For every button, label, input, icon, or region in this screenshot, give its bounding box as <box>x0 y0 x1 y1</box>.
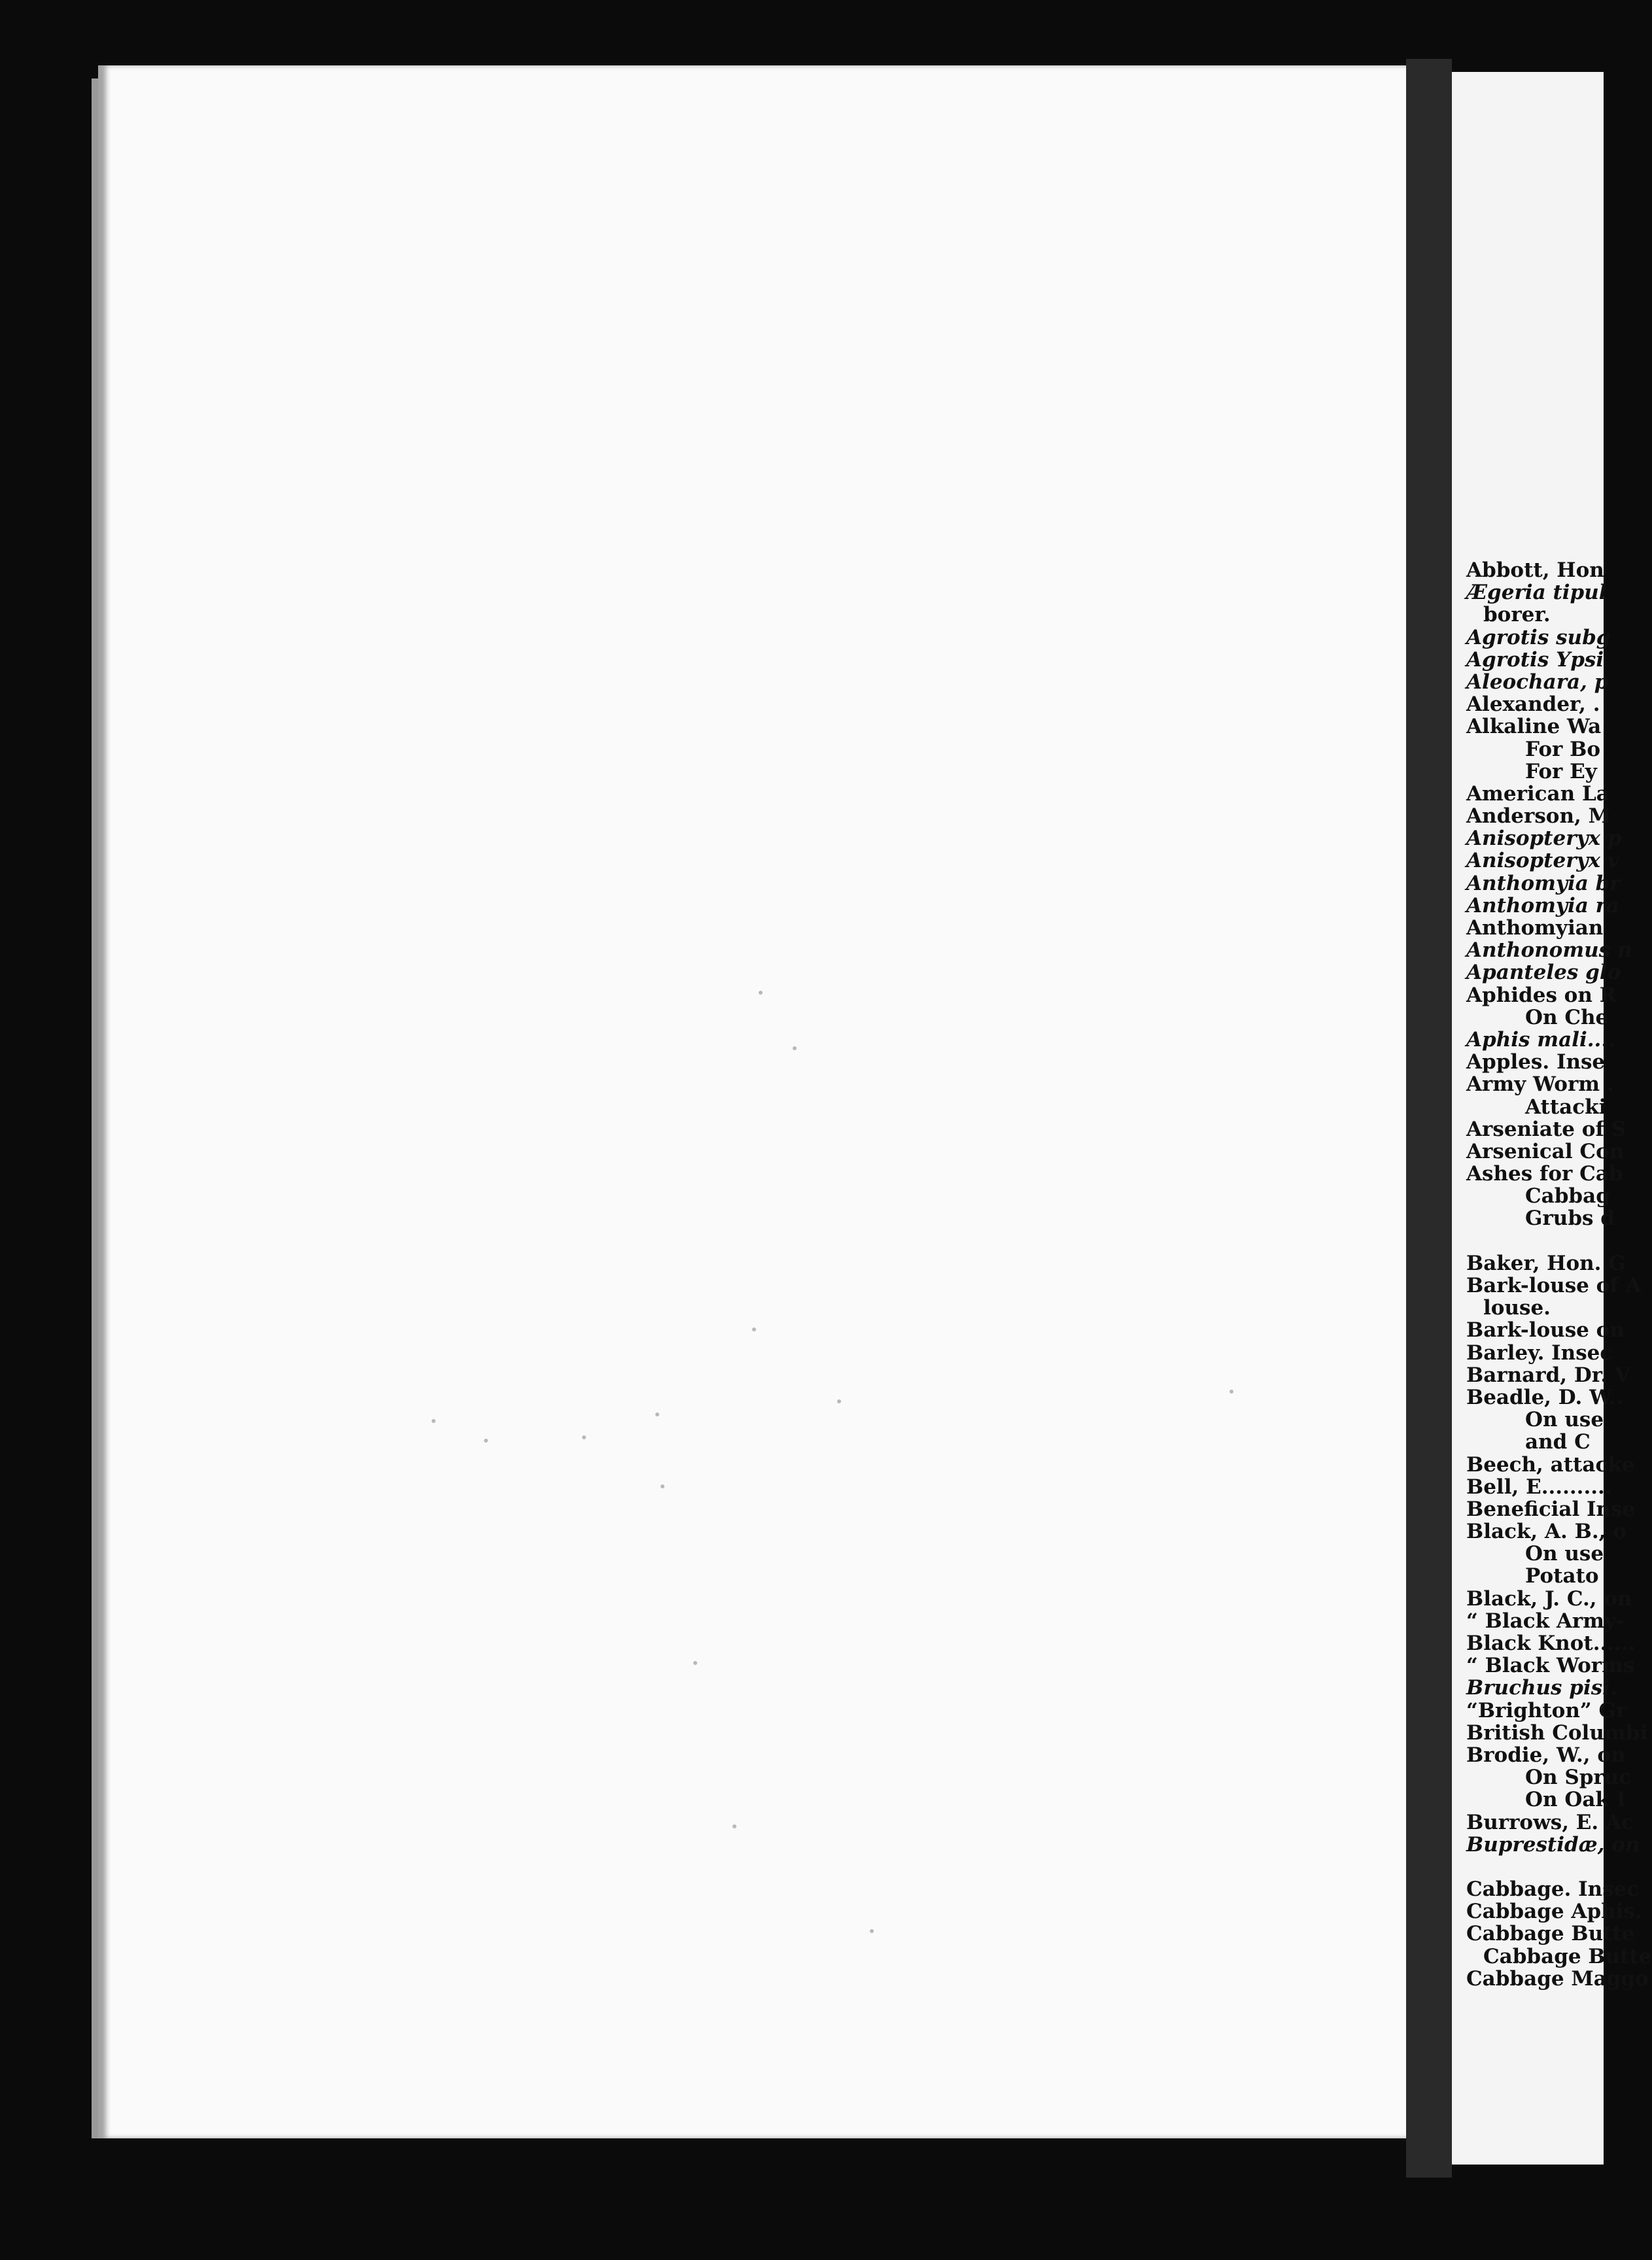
book-gutter <box>1406 59 1452 2178</box>
index-entry: Potato <box>1525 1564 1599 1588</box>
index-entry: Bruchus pisi. <box>1466 1676 1617 1700</box>
paper-speck <box>752 1327 756 1331</box>
index-entry: American La <box>1466 781 1609 806</box>
index-entry: Buprestidæ, on <box>1466 1832 1640 1857</box>
index-entry: Brodie, W., on <box>1466 1743 1626 1767</box>
paper-speck <box>582 1435 586 1439</box>
index-entry: Bark-louse of A <box>1466 1274 1642 1297</box>
index-entry: Alexander, . <box>1466 693 1600 717</box>
index-entry: Anthomyian <box>1466 916 1604 940</box>
index-entry: Burrows, E. Ac <box>1466 1810 1634 1834</box>
index-entry: louse. <box>1483 1296 1551 1320</box>
index-entry: Army Worm . <box>1466 1072 1614 1097</box>
index-entry: Beadle, D. W.. <box>1466 1385 1623 1409</box>
index-entry: Arsenical Con <box>1466 1139 1625 1163</box>
index-entry: Cabbage Butte <box>1466 1922 1635 1946</box>
index-entry: Bell, E.......... <box>1466 1475 1612 1499</box>
index-entry: Attacki <box>1525 1095 1607 1119</box>
paper-speck <box>693 1661 697 1665</box>
index-entry: For Bo <box>1525 737 1600 761</box>
index-entry: On Oak I <box>1525 1788 1626 1812</box>
index-entry: Black, A. B., o <box>1466 1520 1626 1544</box>
index-entry: Barley. Insec <box>1466 1341 1613 1365</box>
index-entry: Cabbage Butte <box>1483 1944 1652 1968</box>
right-page-index <box>1452 72 1652 2165</box>
paper-speck <box>1230 1390 1233 1394</box>
index-entry: Black, J. C., on <box>1466 1586 1632 1611</box>
index-entry: Cabbage Aphis. <box>1466 1900 1642 1924</box>
index-entry: Barnard, Dr. V <box>1466 1363 1630 1387</box>
index-entry: and C <box>1525 1430 1591 1454</box>
paper-speck <box>655 1412 659 1416</box>
index-entry: Anderson, M <box>1466 804 1611 829</box>
index-entry: Anisopteryx v <box>1466 849 1619 873</box>
index-entry: “ Black Army- <box>1466 1609 1625 1633</box>
index-entry: “Brighton” Gr <box>1466 1698 1627 1722</box>
index-entries <box>1466 559 1652 1990</box>
paper-speck <box>484 1439 488 1443</box>
index-entry: Grubs d <box>1525 1207 1615 1231</box>
index-entry: Agrotis subg <box>1466 625 1611 649</box>
paper-speck <box>732 1824 736 1828</box>
index-entry: Abbott, Hon <box>1466 558 1604 582</box>
index-entry: Aleochara, p <box>1466 670 1609 694</box>
index-entry: borer. <box>1483 603 1551 627</box>
index-gap <box>1466 1230 1652 1252</box>
index-entry: Cabbage. Insec <box>1466 1877 1640 1902</box>
index-entry: On use <box>1525 1408 1604 1432</box>
index-entry: Anthonomus n <box>1466 938 1632 963</box>
paper-speck <box>870 1929 874 1933</box>
index-entry: Anisopteryx p <box>1466 827 1622 851</box>
index-entry: Cabbag <box>1525 1184 1610 1208</box>
index-entry: Apples. Inse <box>1466 1050 1606 1074</box>
index-entry: Cabbage Maggo <box>1466 1966 1649 1991</box>
index-entry: Black Knot...... <box>1466 1632 1636 1655</box>
index-entry: Beneficial Inse <box>1466 1497 1636 1521</box>
index-entry: British Columbi <box>1466 1721 1648 1745</box>
index-entry: Baker, Hon. G <box>1466 1251 1626 1275</box>
index-entry: Ashes for Cab <box>1466 1162 1623 1186</box>
index-entry: On use <box>1525 1542 1604 1566</box>
paper-speck <box>793 1046 797 1050</box>
paper-speck <box>661 1484 664 1488</box>
index-entry: Aphides on R <box>1466 983 1617 1007</box>
index-entry: Anthomyia ra <box>1466 893 1620 917</box>
blank-left-page <box>98 65 1406 2138</box>
index-entry: On Spruc <box>1525 1766 1632 1790</box>
index-entry: Ægeria tipul <box>1466 581 1607 605</box>
index-entry: For Ey <box>1525 759 1597 783</box>
index-entry: Alkaline Wa <box>1466 715 1602 739</box>
index-entry: On Che <box>1525 1005 1609 1029</box>
index-entry: Beech, attacke <box>1466 1452 1635 1477</box>
index-entry: “ Black Worms <box>1466 1654 1635 1678</box>
paper-speck <box>759 991 763 995</box>
index-gap <box>1466 1856 1652 1878</box>
index-entry: Arseniate of S <box>1466 1117 1626 1141</box>
index-entry: Aphis mali.... <box>1466 1027 1615 1052</box>
index-entry: Apanteles glo <box>1466 961 1621 985</box>
paper-speck <box>432 1419 436 1423</box>
index-entry: Bark-louse on <box>1466 1318 1625 1343</box>
index-entry: Anthomyia br <box>1466 871 1621 895</box>
paper-speck <box>837 1399 841 1403</box>
index-entry: Agrotis Ypsi <box>1466 647 1604 672</box>
